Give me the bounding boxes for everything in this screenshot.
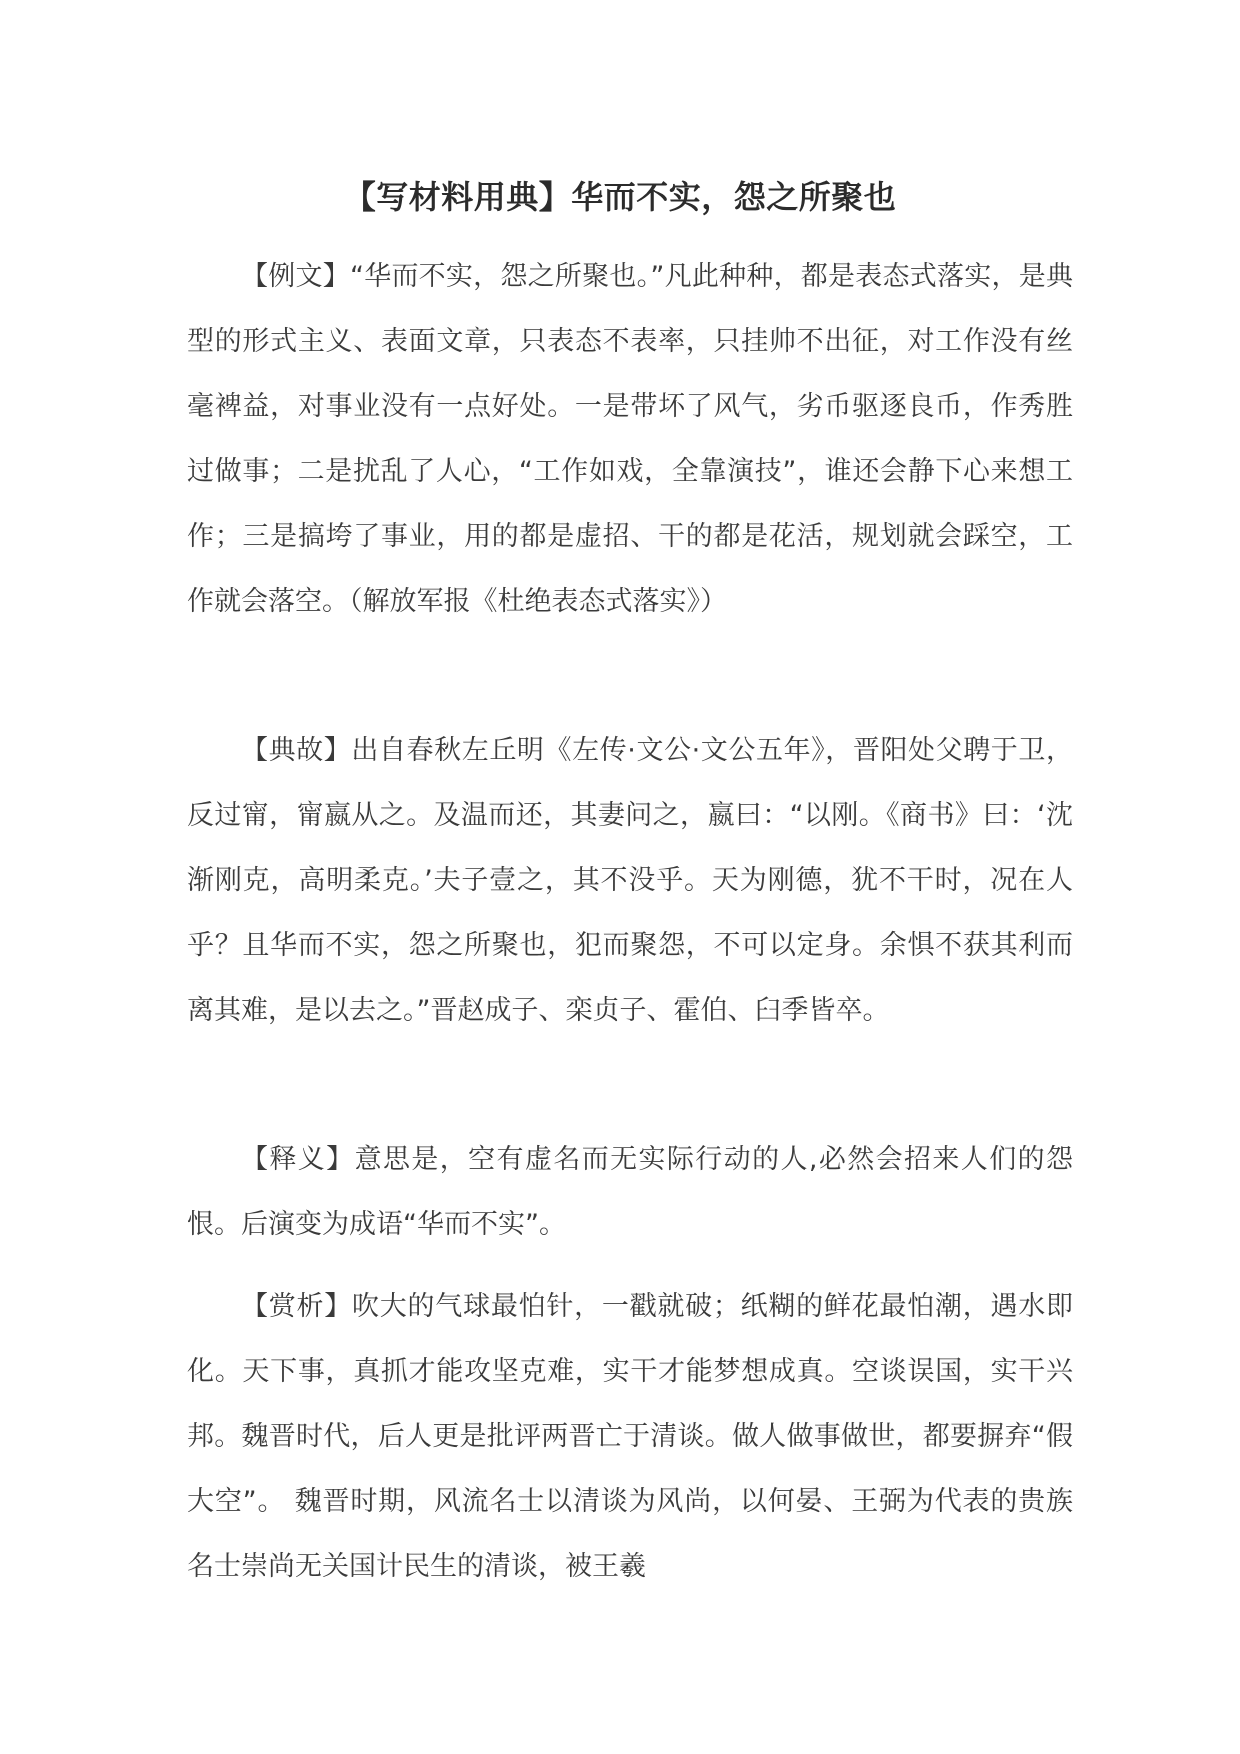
paragraph-allusion: 【典故】出自春秋左丘明《左传·文公·文公五年》，晋阳处父聘于卫，反过甯，甯嬴从之。及温而还，其妻问之，嬴曰：“以刚。《商书》曰：‘沈渐刚克，高明柔克。’夫子壹之，其不没乎。天为刚德，犹不干时，况在人乎？且华而不实，怨之所聚也，犯而聚怨，不可以定身。余惧不获其利而离其难，是以去之。”晋赵成子、栾贞子、霍伯、臼季皆卒。 (187, 735, 1073, 1026)
paragraph-analysis: 【赏析】吹大的气球最怕针，一戳就破；纸糊的鲜花最怕潮，遇水即化。天下事，真抓才能攻坚克难，实干才能梦想成真。空谈误国，实干兴邦。魏晋时代，后人更是批评两晋亡于清谈。做人做事做世，都要摒弃“假大空”。 魏晋时期，风流名士以清谈为风尚，以何晏、王弼为代表的贵族名士崇尚无关国计民生的清谈，被王羲 (187, 1291, 1073, 1582)
paragraph-meaning: 【释义】意思是，空有虚名而无实际行动的人,必然会招来人们的怨恨。后演变为成语“华而不实”。 (187, 1144, 1073, 1240)
paragraph-example: 【例文】“华而不实，怨之所聚也。”凡此种种，都是表态式落实，是典型的形式主义、表面文章，只表态不表率，只挂帅不出征，对工作没有丝毫裨益，对事业没有一点好处。一是带坏了风气，劣币驱逐良币，作秀胜过做事；二是扰乱了人心，“工作如戏，全靠演技”，谁还会静下心来想工作；三是搞垮了事业，用的都是虚招、干的都是花活，规划就会踩空，工作就会落空。（解放军报《杜绝表态式落实》） (187, 261, 1073, 617)
document-title: 【写材料用典】华而不实，怨之所聚也 (343, 178, 897, 216)
